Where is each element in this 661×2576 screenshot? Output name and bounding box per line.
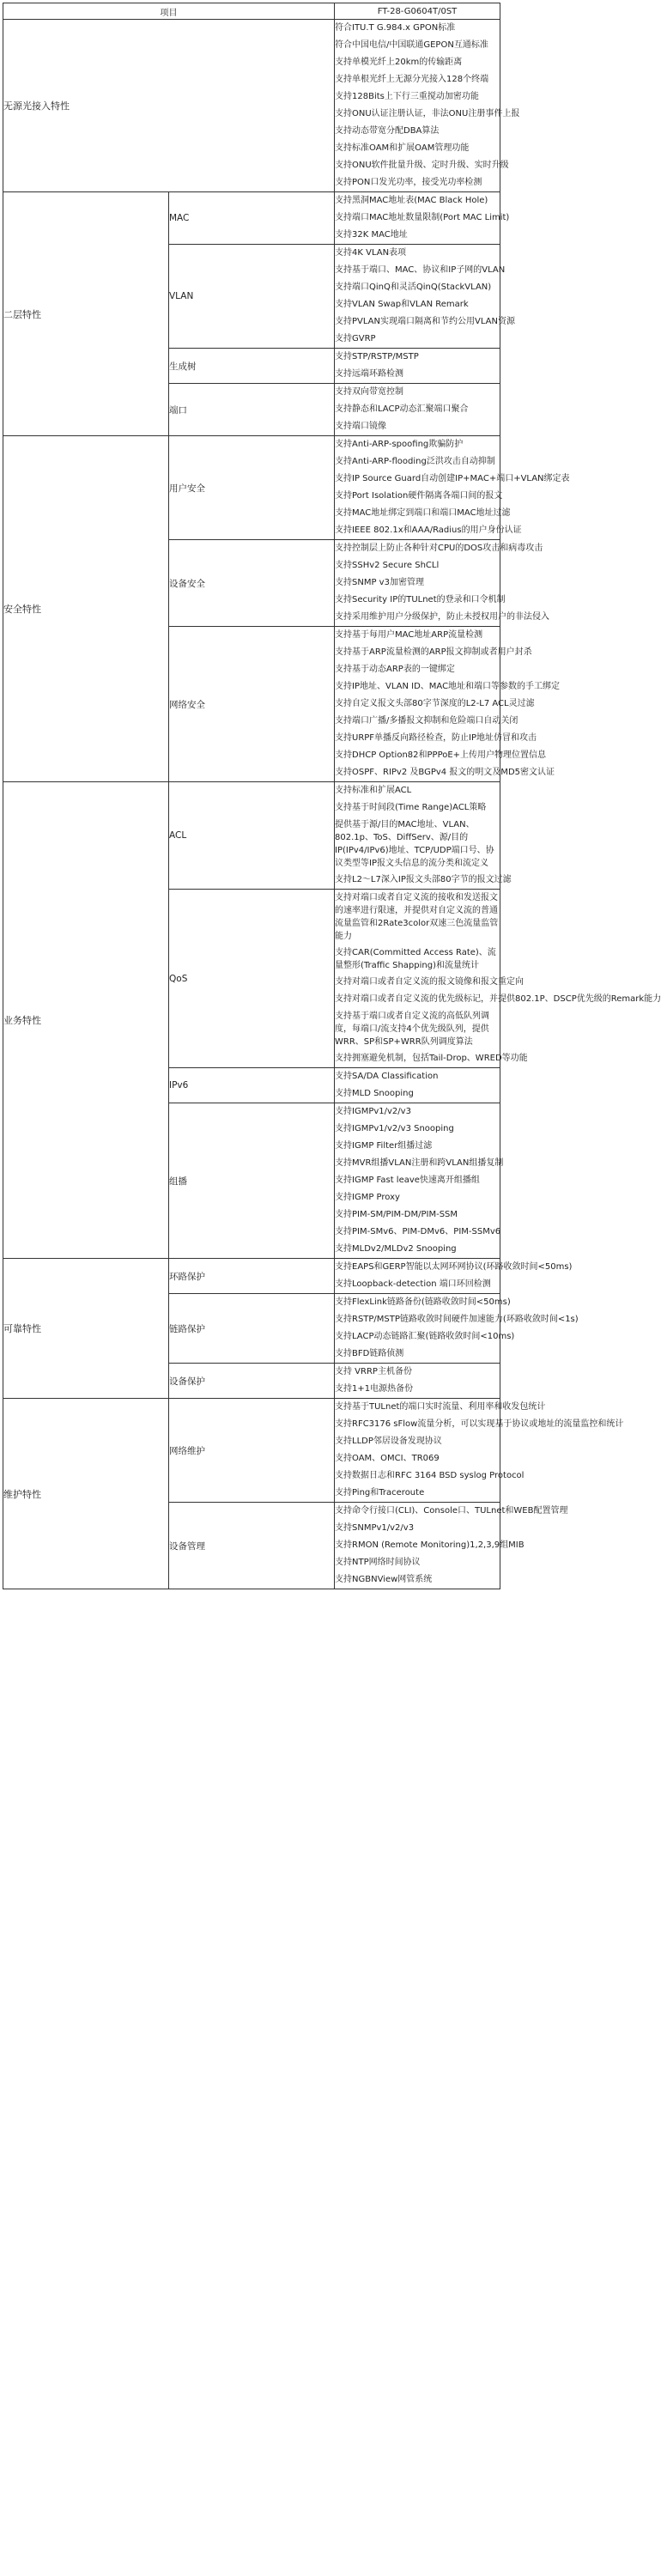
feature-item: 支持基于TULnet的端口实时流量、利用率和收发包统计: [335, 1402, 546, 1412]
feature-item: 支持单根光纤上无源分光接入128个终端: [335, 75, 489, 84]
feature-item: 支持端口广播/多播报文抑制和危险端口自动关闭: [335, 716, 518, 726]
feature-item: 支持端口镜像: [335, 422, 386, 431]
category-cell: 维护特性: [3, 1399, 169, 1589]
header-row: [3, 3, 500, 20]
feature-item: 支持DHCP Option82和PPPoE+上传用户物理位置信息: [335, 750, 547, 760]
feature-list-cell: [335, 1294, 579, 1364]
category-cell: 业务特性: [3, 782, 169, 1259]
subcategory-cell: IPv6: [169, 1068, 335, 1103]
subcategory-cell: 网络维护: [169, 1399, 335, 1503]
feature-item: 支持基于端口或者自定义流的高低队列调度，每端口/流支持4个优先级队列，提供WRR、SP和SP+WRR队列调度算法: [335, 1012, 489, 1047]
feature-item: 支持对端口或者自定义流的接收和发送报文的速率进行限速，并提供对自定义流的普通流量监管和2Rate3color双速三色流量监管能力: [335, 893, 499, 941]
subcategory-cell: 网络安全: [169, 627, 335, 782]
feature-item: 支持RFC3176 sFlow流量分析，可以实现基于协议或地址的流量监控和统计: [335, 1419, 624, 1429]
feature-item: 支持PVLAN实现端口隔离和节约公用VLAN资源: [335, 317, 515, 326]
feature-item: 支持Security IP的TULnet的登录和口令机制: [335, 595, 506, 605]
feature-list-cell: [335, 384, 500, 436]
feature-item: 支持PIM-SMv6、PIM-DMv6、PIM-SSMv6: [335, 1227, 501, 1236]
feature-list-cell: [335, 1364, 500, 1399]
spec-row: [3, 436, 500, 540]
subcategory-cell: 设备管理: [169, 1503, 335, 1589]
subcategory-cell: 组播: [169, 1103, 335, 1259]
feature-list-cell: [335, 1259, 573, 1294]
feature-list-cell: [335, 436, 570, 540]
feature-item: 支持IEEE 802.1x和AAA/Radius的用户身份认证: [335, 526, 522, 535]
feature-item: 支持端口QinQ和灵活QinQ(StackVLAN): [335, 283, 492, 292]
feature-item: 支持PON口发光功率，接受光功率检测: [335, 178, 482, 187]
feature-list-cell: [335, 349, 500, 384]
feature-item: 支持VLAN Swap和VLAN Remark: [335, 300, 469, 309]
feature-item: 支持MLD Snooping: [335, 1089, 414, 1098]
feature-item: 支持基于动态ARP表的一键绑定: [335, 665, 455, 674]
feature-item: 支持双向带宽控制: [335, 387, 403, 397]
feature-item: 支持EAPS和GERP智能以太网环网协议(环路收敛时间<50ms): [335, 1262, 573, 1272]
feature-item: 支持Port Isolation硬件隔离各端口间的报文: [335, 491, 503, 501]
feature-item: 支持数据日志和RFC 3164 BSD syslog Protocol: [335, 1471, 525, 1480]
feature-list-cell: [335, 627, 561, 782]
spec-row: [3, 1259, 500, 1294]
feature-item: 支持基于时间段(Time Range)ACL策略: [335, 803, 487, 812]
feature-item: 支持Anti-ARP-flooding泛洪攻击自动抑制: [335, 457, 495, 466]
spec-table: [3, 3, 661, 1589]
feature-item: 支持IGMP Proxy: [335, 1193, 400, 1202]
subcategory-cell: QoS: [169, 890, 335, 1068]
subcategory-cell: 生成树: [169, 349, 335, 384]
feature-item: 支持IGMPv1/v2/v3 Snooping: [335, 1124, 454, 1133]
feature-item: 支持标准OAM和扩展OAM管理功能: [335, 143, 470, 153]
category-cell: 无源光接入特性: [3, 20, 335, 192]
feature-item: 提供基于源/目的MAC地址、VLAN、802.1p、ToS、DiffServ、源/目的IP(IPv4/IPv6)地址、TCP/UDP端口号、协议类型等IP报文头信息的流分类和流定义: [335, 820, 494, 868]
feature-item: 支持基于每用户MAC地址ARP流量检测: [335, 630, 483, 640]
feature-list-cell: [335, 1399, 624, 1503]
category-cell: 二层特性: [3, 192, 169, 436]
subcategory-cell: 环路保护: [169, 1259, 335, 1294]
subcategory-cell: MAC: [169, 192, 335, 245]
feature-item: 支持对端口或者自定义流的优先级标记，并提供802.1P、DSCP优先级的Remark能力: [335, 994, 661, 1004]
feature-list-cell: [335, 1103, 504, 1259]
subcategory-cell: 设备保护: [169, 1364, 335, 1399]
feature-item: 支持Anti-ARP-spoofing欺骗防护: [335, 440, 464, 449]
feature-item: 支持端口MAC地址数量限制(Port MAC Limit): [335, 213, 510, 222]
feature-item: 支持STP/RSTP/MSTP: [335, 352, 419, 361]
feature-item: 支持OAM、OMCI、TR069: [335, 1454, 440, 1463]
feature-item: 支持IGMP Fast leave快速离开组播组: [335, 1176, 480, 1185]
feature-item: 支持4K VLAN表项: [335, 248, 407, 258]
feature-item: 支持自定义报文头部80字节深度的L2-L7 ACL灵过滤: [335, 699, 535, 708]
subcategory-cell: 链路保护: [169, 1294, 335, 1364]
feature-item: 支持Loopback-detection 端口环回检测: [335, 1279, 491, 1289]
feature-item: 支持NGBNView网管系统: [335, 1575, 433, 1584]
feature-item: 支持OSPF、RIPv2 及BGPv4 报文的明文及MD5密文认证: [335, 768, 555, 777]
feature-item: 支持基于ARP流量检测的ARP报文抑制或者用户封杀: [335, 647, 532, 657]
feature-item: 支持MAC地址绑定到端口和端口MAC地址过滤: [335, 508, 511, 518]
feature-item: 支持1+1电源热备份: [335, 1384, 414, 1394]
feature-item: 支持ONU软件批量升级、定时升级、实时升级: [335, 161, 509, 170]
feature-item: 支持GVRP: [335, 334, 376, 343]
subcategory-cell: VLAN: [169, 245, 335, 349]
feature-list-cell: [335, 1068, 500, 1103]
feature-item: 支持对端口或者自定义流的报文镜像和报文重定向: [335, 977, 524, 987]
feature-item: 支持采用维护用户分级保护，防止未授权用户的非法侵入: [335, 612, 549, 622]
feature-item: 支持SSHv2 Secure ShCLl: [335, 561, 440, 570]
feature-item: 支持静态和LACP动态汇聚端口聚合: [335, 404, 469, 414]
feature-item: 支持黑洞MAC地址表(MAC Black Hole): [335, 196, 488, 205]
spec-row: [3, 782, 500, 890]
feature-item: 支持Ping和Traceroute: [335, 1488, 425, 1498]
feature-list-cell: [335, 192, 510, 245]
spec-row: [3, 192, 500, 245]
subcategory-cell: ACL: [169, 782, 335, 890]
feature-item: 支持拥塞避免机制，包括Tail-Drop、WRED等功能: [335, 1054, 528, 1063]
feature-list-cell: [335, 540, 549, 627]
feature-item: 支持L2～L7深入IP报文头部80字节的报文过滤: [335, 875, 512, 884]
feature-item: 支持命令行接口(CLI)、Console口、TULnet和WEB配置管理: [335, 1506, 568, 1516]
feature-item: 支持基于端口、MAC、协议和IP子网的VLAN: [335, 265, 506, 275]
feature-item: 支持 VRRP主机备份: [335, 1367, 412, 1376]
feature-item: 符合中国电信/中国联通GEPON互通标准: [335, 40, 488, 50]
feature-item: 支持CAR(Committed Access Rate)、流量整形(Traffic Shapping)和流量统计: [335, 948, 496, 970]
feature-item: 支持SA/DA Classification: [335, 1072, 439, 1081]
feature-item: 支持NTP网络时间协议: [335, 1558, 421, 1567]
feature-item: 支持标准和扩展ACL: [335, 786, 412, 795]
feature-item: 支持MVR组播VLAN注册和跨VLAN组播复制: [335, 1158, 504, 1168]
feature-item: 支持BFD链路侦测: [335, 1349, 404, 1358]
feature-list-cell: [335, 1503, 568, 1589]
feature-list-cell: [335, 782, 512, 890]
feature-list-cell: [335, 20, 520, 192]
feature-item: 支持128Bits上下行三重搅动加密功能: [335, 92, 479, 101]
feature-list-cell: [335, 890, 661, 1068]
feature-item: 支持ONU认证注册认证，非法ONU注册事件上报: [335, 109, 520, 118]
subcategory-cell: 用户安全: [169, 436, 335, 540]
feature-item: 支持URPF单播反向路径检查，防止IP地址仿冒和攻击: [335, 733, 537, 743]
feature-item: 支持SNMPv1/v2/v3: [335, 1523, 415, 1533]
feature-item: 支持MLDv2/MLDv2 Snooping: [335, 1244, 457, 1254]
subcategory-cell: 设备安全: [169, 540, 335, 627]
feature-item: 支持IP地址、VLAN ID、MAC地址和端口等参数的手工绑定: [335, 682, 561, 691]
feature-item: 支持SNMP v3加密管理: [335, 578, 424, 587]
feature-item: 支持PIM-SM/PIM-DM/PIM-SSM: [335, 1210, 458, 1219]
spec-row: [3, 20, 500, 192]
feature-item: 支持单模光纤上20km的传输距离: [335, 58, 463, 67]
spec-row: [3, 1399, 500, 1503]
feature-item: 支持32K MAC地址: [335, 230, 408, 240]
feature-item: 支持控制层上防止各种针对CPU的DOS攻击和病毒攻击: [335, 544, 543, 553]
feature-list-cell: [335, 245, 515, 349]
feature-item: 支持RSTP/MSTP链路收敛时间硬件加速能力(环路收敛时间<1s): [335, 1315, 579, 1324]
feature-item: 符合ITU.T G.984.x GPON标准: [335, 23, 456, 33]
feature-item: 支持IGMP Filter组播过滤: [335, 1141, 433, 1151]
header-item-cell: 项目: [3, 3, 335, 20]
subcategory-cell: 端口: [169, 384, 335, 436]
feature-item: 支持LACP动态链路汇聚(链路收敛时间<10ms): [335, 1332, 515, 1341]
feature-item: 支持动态带宽分配DBA算法: [335, 126, 440, 136]
feature-item: 支持IGMPv1/v2/v3: [335, 1107, 411, 1116]
feature-item: 支持FlexLink链路备份(链路收敛时间<50ms): [335, 1297, 511, 1307]
feature-item: 支持远端环路检测: [335, 369, 403, 379]
feature-item: 支持LLDP邻居设备发现协议: [335, 1437, 442, 1446]
feature-item: 支持RMON (Remote Monitoring)1,2,3,9组MIB: [335, 1540, 525, 1550]
header-model-cell: FT-28-G0604T/0ST: [335, 3, 500, 20]
feature-item: 支持IP Source Guard自动创建IP+MAC+端口+VLAN绑定表: [335, 474, 570, 483]
category-cell: 安全特性: [3, 436, 169, 782]
category-cell: 可靠特性: [3, 1259, 169, 1399]
